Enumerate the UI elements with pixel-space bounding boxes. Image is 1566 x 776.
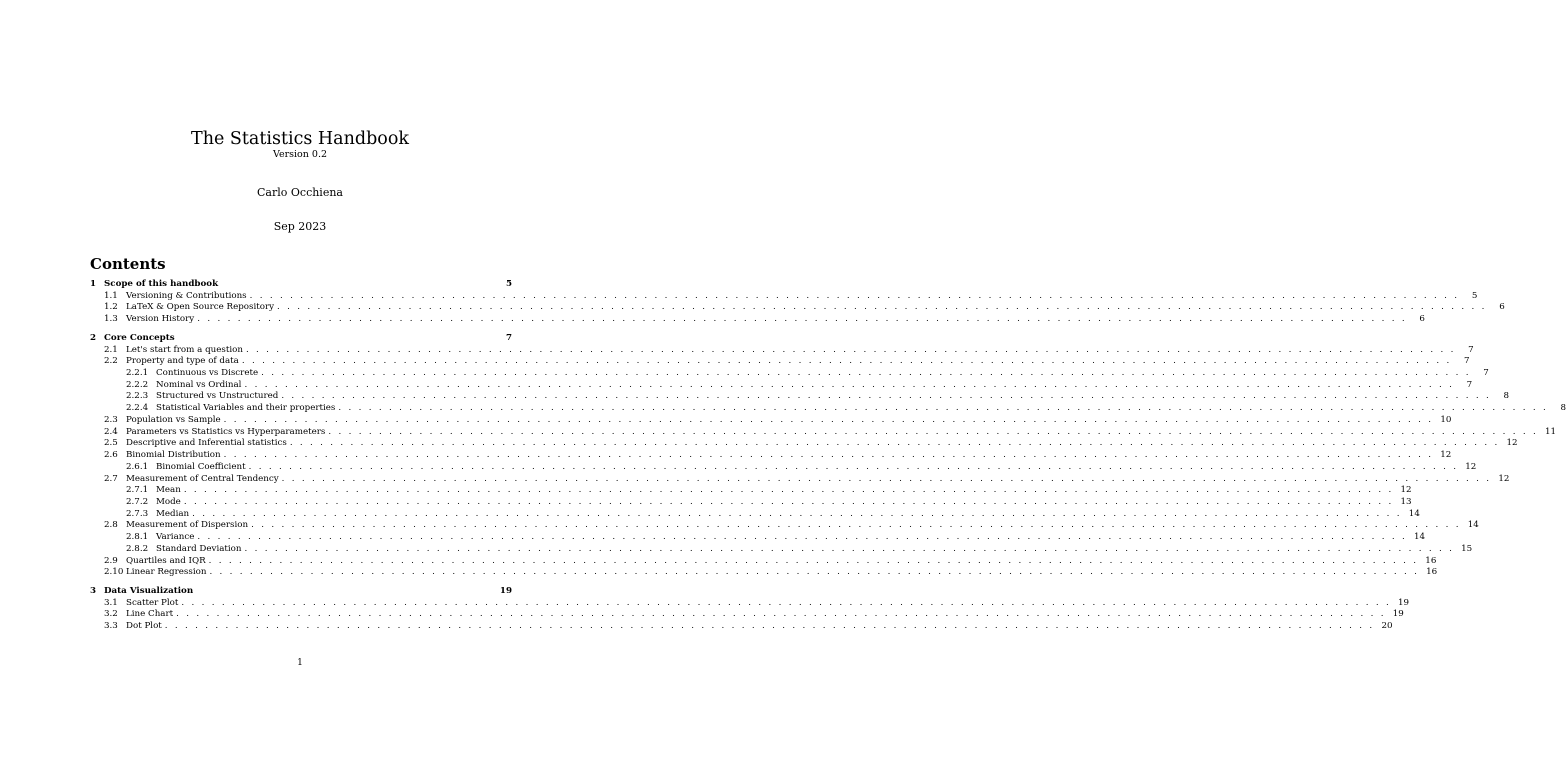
toc-entry-page: 16 bbox=[1425, 555, 1437, 566]
toc-entry-page: 7 bbox=[1468, 344, 1474, 355]
toc-entry-page: 7 bbox=[505, 332, 512, 343]
toc-entry-title: Continuous vs Discrete bbox=[156, 368, 259, 379]
toc-section-entry[interactable] bbox=[90, 290, 1478, 303]
toc-entry-number: 2.6 bbox=[104, 450, 118, 461]
toc-dot-leader: . . . . . . . . . . . . . . . . . . . . . . . . . . . . . . . . . . . . . . . . . . . . . . . . . . . . . . . . . . . . . . . . . . . . . . . . . . . . . . . . . . . . . . . . . . . . . . . . . . . . . . . . . . . . . . . . . . . . . . . . bbox=[164, 621, 1375, 632]
toc-entry-page: 7 bbox=[1483, 368, 1489, 379]
toc-section-entry[interactable] bbox=[90, 609, 1404, 621]
toc-dot-leader: . . . . . . . . . . . . . . . . . . . . . . . . . . . . . . . . . . . . . . . . . . . . . . . . . . . . . . . . . . . . . . . . . . . . . . . . . . . . . . . . . . . . . . . . . . . . . . . . . . . . . . . . . . . . . . . . . . . . . . . . bbox=[245, 344, 1456, 355]
toc-entry-number: 2.4 bbox=[104, 426, 118, 437]
toc-dot-leader: . . . . . . . . . . . . . . . . . . . . . . . . . . . . . . . . . . . . . . . . . . . . . . . . . . . . . . . . . . . . . . . . . . . . . . . . . . . . . . . . . . . . . . . . . . . . . . . . . . . . . . . . . . . . . . . . . . . . . . . . bbox=[181, 597, 1392, 608]
toc-entry-number: 2.8.2 bbox=[126, 543, 149, 554]
toc-entry-number: 2.8.1 bbox=[126, 532, 149, 543]
toc-entry-page: 14 bbox=[1414, 532, 1426, 543]
toc-entry-page: 5 bbox=[1471, 290, 1478, 301]
toc-dot-leader: . . . . . . . . . . . . . . . . . . . . . . . . . . . . . . . . . . . . . . . . . . . . . . . . . . . . . . . . . . . . . . . . . . . . . . . . . . . . . . . . . . . . . . . . . . . . . . . . . . . . . . . . . . . . . . . . . . . . . . . . bbox=[328, 426, 1539, 437]
toc-entry-title: Data Visualization bbox=[104, 585, 194, 596]
toc-entry-page: 19 bbox=[1398, 597, 1410, 608]
toc-entry-number: 2.6.1 bbox=[126, 461, 149, 472]
toc-section-entry[interactable] bbox=[90, 344, 1474, 357]
toc-entry-page: 12 bbox=[1440, 450, 1452, 461]
toc-section-entry[interactable] bbox=[90, 356, 1470, 368]
toc-entry-number: 2.2.1 bbox=[126, 368, 149, 379]
toc-chapter-entry[interactable] bbox=[90, 279, 512, 291]
toc-subsection-entry[interactable] bbox=[90, 496, 1412, 509]
toc-entry-page: 10 bbox=[1440, 414, 1452, 425]
toc-dot-leader: . . . . . . . . . . . . . . . . . . . . . . . . . . . . . . . . . . . . . . . . . . . . . . . . . . . . . . . . . . . . . . . . . . . . . . . . . . . . . . . . . . . . . . . . . . . . . . . . . . . . . . . . . . . . . . . . . . . . . . . . bbox=[281, 391, 1492, 402]
document-date: Sep 2023 bbox=[273, 220, 327, 233]
toc-section-entry[interactable] bbox=[90, 621, 1393, 633]
toc-entry-title: Statistical Variables and their properties bbox=[156, 403, 336, 414]
toc-section-entry[interactable] bbox=[90, 302, 1505, 314]
toc-entry-title: Mode bbox=[156, 496, 181, 507]
toc-entry-page: 6 bbox=[1499, 302, 1505, 313]
toc-entry-title: Quartiles and IQR bbox=[126, 555, 206, 566]
toc-chapter bbox=[90, 332, 1566, 579]
toc-dot-leader: . . . . . . . . . . . . . . . . . . . . . . . . . . . . . . . . . . . . . . . . . . . . . . . . . . . . . . . . . . . . . . . . . . . . . . . . . . . . . . . . . . . . . . . . . . . . . . . . . . . . . . . . . . . . . . . . . . . . . . . . bbox=[223, 450, 1434, 461]
toc-entry-number: 2.9 bbox=[104, 555, 118, 566]
toc-dot-leader: . . . . . . . . . . . . . . . . . . . . . . . . . . . . . . . . . . . . . . . . . . . . . . . . . . . . . . . . . . . . . . . . . . . . . . . . . . . . . . . . . . . . . . . . . . . . . . . . . . . . . . . . . . . . . . . . . . . . . . . . bbox=[197, 532, 1408, 543]
toc-subsection-entry[interactable] bbox=[90, 485, 1412, 497]
toc-entry-number: 2.7.1 bbox=[126, 485, 149, 496]
toc-dot-leader: . . . . . . . . . . . . . . . . . . . . . . . . . . . . . . . . . . . . . . . . . . . . . . . . . . . . . . . . . . . . . . . . . . . . . . . . . . . . . . . . . . . . . . . . . . . . . . . . . . . . . . . . . . . . . . . . . . . . . . . . bbox=[261, 368, 1471, 379]
toc-entry-page: 8 bbox=[1560, 403, 1566, 414]
toc-entry-title: Property and type of data bbox=[126, 356, 239, 367]
toc-dot-leader: . . . . . . . . . . . . . . . . . . . . . . . . . . . . . . . . . . . . . . . . . . . . . . . . . . . . . . . . . . . . . . . . . . . . . . . . . . . . . . . . . . . . . . . . . . . . . . . . . . . . . . . . . . . . . . . . . . . . . . . . bbox=[183, 496, 1394, 507]
toc-subsection-entry[interactable] bbox=[90, 532, 1426, 544]
toc-dot-leader: . . . . . . . . . . . . . . . . . . . . . . . . . . . . . . . . . . . . . . . . . . . . . . . . . . . . . . . . . . . . . . . . . . . . . . . . . . . . . . . . . . . . . . . . . . . . . . . . . . . . . . . . . . . . . . . . . . . . . . . . bbox=[209, 567, 1420, 578]
toc-section-entry[interactable] bbox=[90, 314, 1425, 326]
toc-entry-title: Version History bbox=[126, 314, 195, 325]
toc-dot-leader: . . . . . . . . . . . . . . . . . . . . . . . . . . . . . . . . . . . . . . . . . . . . . . . . . . . . . . . . . . . . . . . . . . . . . . . . . . . . . . . . . . . . . . . . . . . . . . . . . . . . . . . . . . . . . . . . . . . . . . . . bbox=[289, 438, 1500, 449]
toc-section-entry[interactable] bbox=[90, 597, 1410, 610]
toc-entry-title: Scope of this handbook bbox=[104, 279, 219, 289]
toc-entry-title: Scatter Plot bbox=[126, 597, 179, 608]
toc-entry-page: 8 bbox=[1503, 391, 1510, 402]
toc-entry-page: 14 bbox=[1467, 520, 1479, 531]
toc-dot-leader: . . . . . . . . . . . . . . . . . . . . . . . . . . . . . . . . . . . . . . . . . . . . . . . . . . . . . . . . . . . . . . . . . . . . . . . . . . . . . . . . . . . . . . . . . . . . . . . . . . . . . . . . . . . . . . . . . . . . . . . . bbox=[251, 520, 1461, 531]
toc-entry-page: 11 bbox=[1545, 426, 1557, 437]
toc-subsection-entry[interactable] bbox=[90, 508, 1420, 521]
toc-dot-leader: . . . . . . . . . . . . . . . . . . . . . . . . . . . . . . . . . . . . . . . . . . . . . . . . . . . . . . . . . . . . . . . . . . . . . . . . . . . . . . . . . . . . . . . . . . . . . . . . . . . . . . . . . . . . . . . . . . . . . . . . bbox=[241, 356, 1452, 367]
toc-entry-title: Median bbox=[156, 508, 190, 519]
toc-entry-number: 3 bbox=[90, 585, 97, 596]
toc-entry-page: 7 bbox=[1466, 379, 1473, 390]
toc-entry-title: Mean bbox=[156, 485, 181, 496]
toc-dot-leader: . . . . . . . . . . . . . . . . . . . . . . . . . . . . . . . . . . . . . . . . . . . . . . . . . . . . . . . . . . . . . . . . . . . . . . . . . . . . . . . . . . . . . . . . . . . . . . . . . . . . . . . . . . . . . . . . . . . . . . . . bbox=[223, 414, 1434, 425]
toc-dot-leader: . . . . . . . . . . . . . . . . . . . . . . . . . . . . . . . . . . . . . . . . . . . . . . . . . . . . . . . . . . . . . . . . . . . . . . . . . . . . . . . . . . . . . . . . . . . . . . . . . . . . . . . . . . . . . . . . . . . . . . . . bbox=[277, 302, 1487, 313]
toc-entry-number: 3.3 bbox=[104, 621, 118, 632]
toc-section-entry[interactable] bbox=[90, 426, 1557, 439]
toc-dot-leader: . . . . . . . . . . . . . . . . . . . . . . . . . . . . . . . . . . . . . . . . . . . . . . . . . . . . . . . . . . . . . . . . . . . . . . . . . . . . . . . . . . . . . . . . . . . . . . . . . . . . . . . . . . . . . . . . . . . . . . . . bbox=[208, 555, 1419, 566]
toc-subsection-entry[interactable] bbox=[90, 391, 1510, 403]
toc-entry-title: LaTeX & Open Source Repository bbox=[126, 302, 275, 313]
toc-entry-page: 20 bbox=[1381, 621, 1393, 632]
document-version: Version 0.2 bbox=[272, 149, 328, 160]
toc-entry-page: 12 bbox=[1465, 461, 1477, 472]
toc-dot-leader: . . . . . . . . . . . . . . . . . . . . . . . . . . . . . . . . . . . . . . . . . . . . . . . . . . . . . . . . . . . . . . . . . . . . . . . . . . . . . . . . . . . . . . . . . . . . . . . . . . . . . . . . . . . . . . . . . . . . . . . . bbox=[244, 543, 1455, 554]
toc-entry-number: 2.7.3 bbox=[126, 508, 149, 519]
toc-entry-title: Descriptive and Inferential statistics bbox=[126, 438, 287, 449]
toc-entry-page: 16 bbox=[1426, 567, 1438, 578]
toc-entry-number: 2.2.3 bbox=[126, 391, 149, 402]
toc-entry-number: 2.7 bbox=[104, 473, 118, 484]
toc-entry-number: 1.3 bbox=[104, 314, 118, 325]
toc-chapter-entry[interactable] bbox=[90, 586, 512, 598]
toc-entry-title: Structured vs Unstructured bbox=[156, 391, 279, 402]
contents-heading: Contents bbox=[90, 255, 166, 273]
toc-section-entry[interactable] bbox=[90, 450, 1452, 462]
toc-entry-page: 12 bbox=[1506, 438, 1518, 449]
toc-entry-page: 5 bbox=[505, 279, 512, 289]
toc-entry-title: Core Concepts bbox=[104, 332, 175, 343]
toc-entry-title: Measurement of Dispersion bbox=[126, 520, 249, 531]
document-author: Carlo Occhiena bbox=[257, 186, 343, 199]
toc-dot-leader: . . . . . . . . . . . . . . . . . . . . . . . . . . . . . . . . . . . . . . . . . . . . . . . . . . . . . . . . . . . . . . . . . . . . . . . . . . . . . . . . . . . . . . . . . . . . . . . . . . . . . . . . . . . . . . . . . . . . . . . . bbox=[249, 290, 1460, 301]
toc-dot-leader: . . . . . . . . . . . . . . . . . . . . . . . . . . . . . . . . . . . . . . . . . . . . . . . . . . . . . . . . . . . . . . . . . . . . . . . . . . . . . . . . . . . . . . . . . . . . . . . . . . . . . . . . . . . . . . . . . . . . . . . . bbox=[183, 485, 1394, 496]
toc-entry-title: Variance bbox=[156, 532, 195, 543]
toc-entry-number: 2.2 bbox=[104, 356, 118, 367]
document-title: The Statistics Handbook bbox=[191, 129, 409, 149]
toc-entry-number: 2.2.4 bbox=[126, 403, 149, 414]
toc-entry-number: 2.10 bbox=[104, 567, 124, 578]
toc-entry-page: 12 bbox=[1400, 485, 1412, 496]
toc-entry-number: 3.2 bbox=[104, 609, 118, 620]
toc-entry-number: 2.8 bbox=[104, 520, 118, 531]
toc-entry-number: 2.5 bbox=[104, 438, 118, 449]
toc-entry-title: Nominal vs Ordinal bbox=[156, 379, 242, 390]
toc-entry-number: 2 bbox=[90, 332, 97, 343]
toc-entry-number: 1.2 bbox=[104, 302, 118, 313]
toc-entry-title: Dot Plot bbox=[126, 621, 162, 632]
toc-entry-number: 2.7.2 bbox=[126, 496, 149, 507]
toc-entry-number: 2.3 bbox=[104, 414, 118, 425]
table-of-contents bbox=[90, 279, 1566, 640]
toc-entry-title: Let's start from a question bbox=[126, 344, 243, 355]
toc-entry-title: Binomial Coefficient bbox=[156, 461, 246, 472]
toc-chapter bbox=[90, 585, 1410, 633]
toc-subsection-entry[interactable] bbox=[90, 403, 1566, 415]
toc-subsection-entry[interactable] bbox=[90, 461, 1477, 474]
toc-entry-title: Linear Regression bbox=[126, 567, 207, 578]
toc-section-entry[interactable] bbox=[90, 555, 1437, 568]
toc-entry-number: 3.1 bbox=[104, 597, 118, 608]
toc-entry-title: Population vs Sample bbox=[126, 414, 221, 425]
toc-section-entry[interactable] bbox=[90, 520, 1479, 532]
toc-section-entry[interactable] bbox=[90, 438, 1518, 450]
page-number: 1 bbox=[297, 658, 303, 668]
toc-entry-title: Measurement of Central Tendency bbox=[126, 473, 279, 484]
toc-entry-number: 2.1 bbox=[104, 344, 118, 355]
toc-entry-number: 1 bbox=[90, 279, 97, 289]
toc-entry-page: 12 bbox=[1498, 473, 1510, 484]
toc-entry-title: Standard Deviation bbox=[156, 543, 242, 554]
toc-entry-page: 15 bbox=[1461, 543, 1473, 554]
toc-dot-leader: . . . . . . . . . . . . . . . . . . . . . . . . . . . . . . . . . . . . . . . . . . . . . . . . . . . . . . . . . . . . . . . . . . . . . . . . . . . . . . . . . . . . . . . . . . . . . . . . . . . . . . . . . . . . . . . . . . . . . . . . bbox=[197, 314, 1407, 325]
toc-entry-title: Line Chart bbox=[126, 609, 174, 620]
toc-entry-page: 19 bbox=[1392, 609, 1404, 620]
toc-entry-title: Binomial Distribution bbox=[126, 450, 221, 461]
toc-entry-title: Parameters vs Statistics vs Hyperparameters bbox=[126, 426, 326, 437]
toc-section-entry[interactable] bbox=[90, 473, 1510, 486]
toc-entry-title: Versioning & Contributions bbox=[126, 290, 247, 301]
toc-chapter-entry[interactable] bbox=[90, 333, 512, 345]
toc-subsection-entry[interactable] bbox=[90, 368, 1489, 380]
toc-dot-leader: . . . . . . . . . . . . . . . . . . . . . . . . . . . . . . . . . . . . . . . . . . . . . . . . . . . . . . . . . . . . . . . . . . . . . . . . . . . . . . . . . . . . . . . . . . . . . . . . . . . . . . . . . . . . . . . . . . . . . . . . bbox=[244, 379, 1455, 390]
toc-dot-leader: . . . . . . . . . . . . . . . . . . . . . . . . . . . . . . . . . . . . . . . . . . . . . . . . . . . . . . . . . . . . . . . . . . . . . . . . . . . . . . . . . . . . . . . . . . . . . . . . . . . . . . . . . . . . . . . . . . . . . . . . bbox=[176, 609, 1386, 620]
toc-entry-number: 1.1 bbox=[104, 290, 118, 301]
toc-entry-page: 13 bbox=[1400, 496, 1412, 507]
toc-entry-number: 2.2.2 bbox=[126, 379, 149, 390]
toc-dot-leader: . . . . . . . . . . . . . . . . . . . . . . . . . . . . . . . . . . . . . . . . . . . . . . . . . . . . . . . . . . . . . . . . . . . . . . . . . . . . . . . . . . . . . . . . . . . . . . . . . . . . . . . . . . . . . . . . . . . . . . . . bbox=[192, 508, 1402, 519]
toc-entry-page: 14 bbox=[1408, 508, 1420, 519]
toc-dot-leader: . . . . . . . . . . . . . . . . . . . . . . . . . . . . . . . . . . . . . . . . . . . . . . . . . . . . . . . . . . . . . . . . . . . . . . . . . . . . . . . . . . . . . . . . . . . . . . . . . . . . . . . . . . . . . . . . . . . . . . . . bbox=[248, 461, 1459, 472]
toc-entry-page: 6 bbox=[1419, 314, 1425, 325]
toc-entry-page: 7 bbox=[1464, 356, 1470, 367]
toc-entry-page: 19 bbox=[499, 585, 512, 596]
toc-subsection-entry[interactable] bbox=[90, 379, 1473, 392]
toc-section-entry[interactable] bbox=[90, 414, 1452, 427]
toc-subsection-entry[interactable] bbox=[90, 543, 1473, 556]
toc-dot-leader: . . . . . . . . . . . . . . . . . . . . . . . . . . . . . . . . . . . . . . . . . . . . . . . . . . . . . . . . . . . . . . . . . . . . . . . . . . . . . . . . . . . . . . . . . . . . . . . . . . . . . . . . . . . . . . . . . . . . . . . . bbox=[338, 403, 1549, 414]
toc-dot-leader: . . . . . . . . . . . . . . . . . . . . . . . . . . . . . . . . . . . . . . . . . . . . . . . . . . . . . . . . . . . . . . . . . . . . . . . . . . . . . . . . . . . . . . . . . . . . . . . . . . . . . . . . . . . . . . . . . . . . . . . . bbox=[281, 473, 1492, 484]
toc-section-entry[interactable] bbox=[90, 567, 1438, 579]
toc-chapter bbox=[90, 279, 1505, 326]
